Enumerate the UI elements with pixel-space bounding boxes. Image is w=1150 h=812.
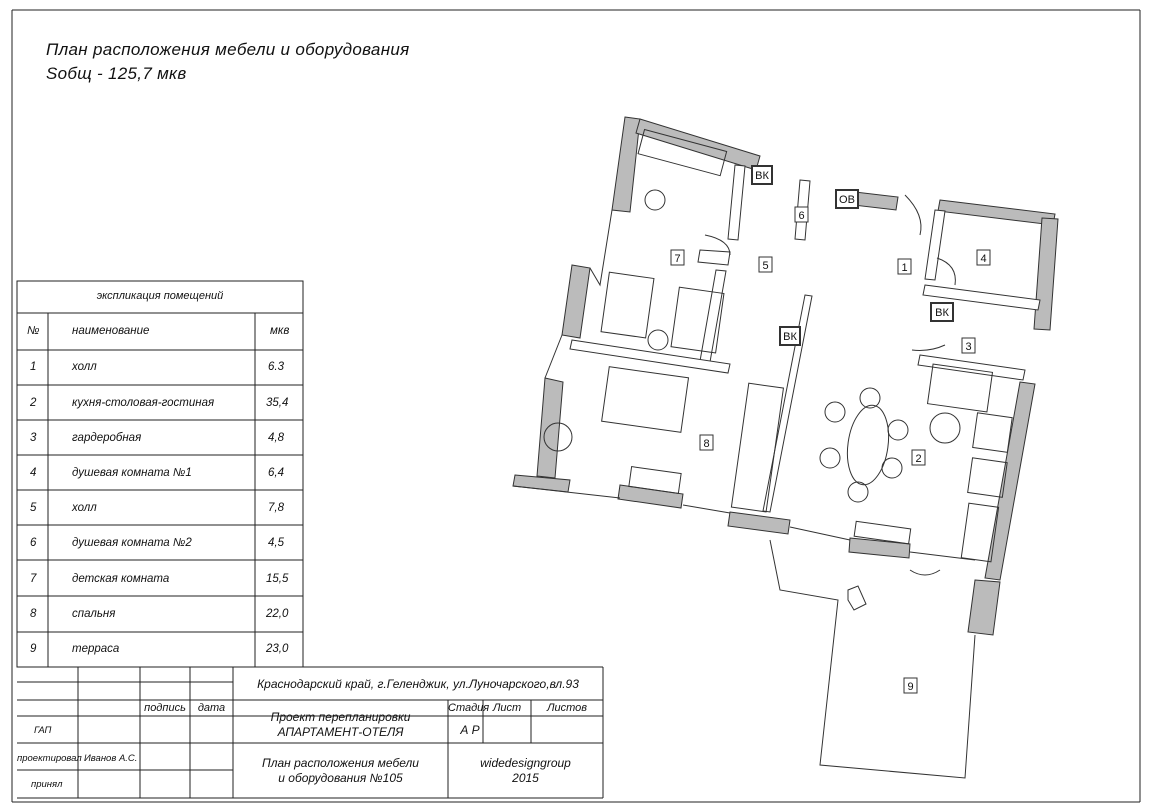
svg-text:ВК: ВК (783, 331, 797, 343)
room-tag (977, 250, 990, 265)
col-num-header: № (27, 325, 40, 337)
exterior-walls (513, 117, 1058, 635)
row-name: гардеробная (72, 432, 142, 444)
row-area: 4,8 (268, 432, 284, 444)
vk-tag (931, 303, 953, 321)
room-tag (795, 207, 808, 222)
row-area: 6.3 (268, 361, 284, 373)
stamp-sheet-label: Лист (492, 702, 522, 714)
stamp-signature-label: подпись (144, 702, 186, 714)
col-name-header: наименование (72, 325, 150, 337)
row-name: холл (72, 502, 97, 514)
total-area: Sобщ - 125,7 мкв (46, 64, 187, 83)
stamp-gap-label: ГАП (34, 725, 52, 736)
room-number: 1 (901, 262, 908, 274)
stamp-project-line1: Проект перепланировки (270, 710, 411, 724)
row-num: 8 (30, 608, 37, 620)
svg-text:ВК: ВК (935, 307, 949, 319)
room-number: 2 (915, 453, 922, 465)
room-tag (962, 338, 975, 353)
row-num: 1 (30, 361, 37, 373)
row-num: 7 (30, 573, 37, 585)
row-area: 23,0 (266, 643, 289, 655)
room-tag (671, 250, 684, 265)
ov-tag (836, 190, 858, 208)
stamp-stage-value: А Р (460, 723, 480, 737)
stamp-designer-name: Иванов А.С. (84, 753, 138, 764)
row-num: 5 (30, 502, 37, 514)
col-area-header: мкв (270, 325, 290, 337)
row-name: терраса (72, 643, 120, 655)
room-number: 8 (703, 438, 710, 450)
row-name: душевая комната №2 (72, 537, 192, 549)
stamp-drawing-line1: План расположения мебели (262, 756, 419, 770)
row-name: детская комната (72, 573, 170, 585)
room-tag (912, 450, 925, 465)
row-area: 6,4 (268, 467, 284, 479)
row-num: 9 (30, 643, 37, 655)
row-area: 4,5 (268, 537, 284, 549)
room-number: 6 (798, 210, 805, 222)
stamp-company: widedesigngroup (480, 756, 571, 770)
row-num: 2 (30, 397, 37, 409)
stamp-sheets-label: Листов (546, 702, 588, 714)
room-tag (898, 259, 911, 274)
room-number: 7 (674, 253, 681, 265)
room-number: 4 (980, 253, 987, 265)
stamp-accepted-label: принял (31, 779, 63, 790)
row-area: 15,5 (266, 573, 289, 585)
row-num: 3 (30, 432, 37, 444)
row-num: 6 (30, 537, 37, 549)
stamp-drawing-line2: и оборудования №105 (278, 771, 403, 785)
row-name: кухня-столовая-гостиная (72, 397, 215, 409)
row-num: 4 (30, 467, 37, 479)
room-tag (759, 257, 772, 272)
room-tag (904, 678, 917, 693)
stamp-designed-label: проектировал (17, 753, 82, 764)
svg-text:ВК: ВК (755, 170, 769, 182)
room-number: 5 (762, 260, 769, 272)
vk-tag (752, 166, 772, 184)
stamp-project-line2: АПАРТАМЕНТ-ОТЕЛЯ (277, 725, 404, 739)
row-area: 7,8 (268, 502, 284, 514)
row-name: спальня (72, 608, 116, 620)
row-name: душевая комната №1 (72, 467, 192, 479)
stamp-address: Краснодарский край, г.Геленджик, ул.Луночарского,вл.93 (257, 677, 579, 691)
row-area: 22,0 (266, 608, 289, 620)
stamp-date-label: дата (197, 702, 226, 714)
stamp-stage-label: Стадия (448, 702, 490, 714)
stamp-year: 2015 (512, 771, 539, 785)
row-name: холл (72, 361, 97, 373)
explication-caption: экспликация помещений (96, 290, 224, 302)
vk-tag (780, 327, 800, 345)
room-number: 3 (965, 341, 972, 353)
room-number: 9 (907, 681, 914, 693)
svg-text:ОВ: ОВ (839, 194, 855, 206)
room-tag (700, 435, 713, 450)
row-area: 35,4 (266, 397, 289, 409)
page-title: План расположения мебели и оборудования (46, 40, 410, 59)
